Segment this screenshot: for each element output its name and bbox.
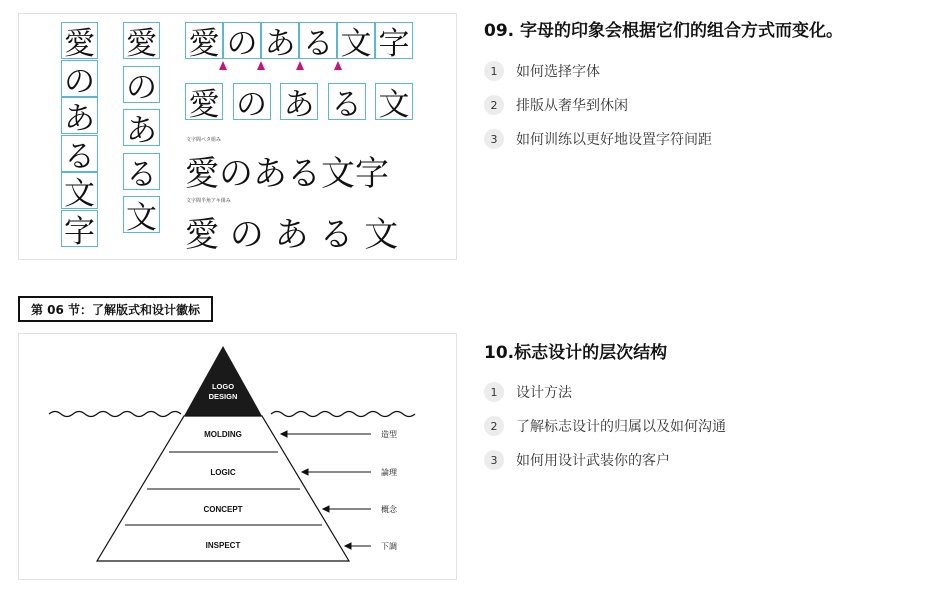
glyph-cell: 字 (61, 210, 98, 247)
list-item (484, 409, 726, 443)
list-item (484, 443, 726, 477)
item-text: 如何用设计武装你的客户 (516, 453, 670, 469)
glyph-cell: あ (61, 97, 98, 134)
half-spaced-line: 愛 の あ る 文 (185, 215, 399, 255)
level-label-inspect: INSPECT (205, 541, 241, 550)
spacing-marker (296, 61, 304, 70)
glyph-cell: 文 (61, 172, 98, 209)
level-label-logic: LOGIC (210, 468, 236, 477)
glyph-cell: 文 (123, 196, 160, 233)
glyph-cell: 文 (375, 83, 413, 120)
apex-line-1: LOGO (211, 382, 235, 391)
level-label-concept: CONCEPT (203, 505, 243, 514)
section-10-list (484, 375, 726, 477)
item-number: 3 (484, 450, 504, 470)
section-10-title: 10.标志设计的层次结构 (484, 343, 668, 363)
solid-set-line: 愛のある文字 (185, 154, 389, 194)
note-logic: 論理 (381, 468, 397, 477)
glyph-cell: あ (261, 22, 299, 59)
glyph-cell: あ (280, 83, 318, 120)
list-item (484, 122, 712, 156)
note-molding: 造型 (381, 430, 397, 439)
caption-half-spaced: 文字間半角アキ組み (186, 198, 231, 204)
glyph-cell: る (123, 153, 160, 190)
item-number: 1 (484, 61, 504, 81)
glyph-cell: 愛 (185, 22, 223, 59)
item-text: 如何选择字体 (516, 64, 600, 80)
list-item (484, 375, 726, 409)
section-09-title: 09. 字母的印象会根据它们的组合方式而变化。 (484, 21, 844, 41)
pyramid-svg (19, 334, 456, 579)
glyph-cell: の (223, 22, 261, 59)
glyph-cell: 愛 (185, 83, 223, 120)
glyph-cell: る (299, 22, 337, 59)
glyph-cell: の (61, 60, 98, 97)
arrowhead (281, 431, 287, 437)
glyph-cell: る (328, 83, 366, 120)
section-09-list (484, 54, 712, 156)
item-text: 了解标志设计的归属以及如何沟通 (516, 419, 726, 435)
list-item (484, 54, 712, 88)
spacing-marker (257, 61, 265, 70)
item-text: 如何训练以更好地设置字符间距 (516, 132, 712, 148)
glyph-cell: る (61, 135, 98, 172)
item-text: 排版从奢华到休闲 (516, 98, 628, 114)
level-label-molding: MOLDING (204, 430, 242, 439)
note-inspect: 下調 (381, 542, 397, 551)
spacing-marker (334, 61, 342, 70)
typography-figure (18, 13, 457, 260)
item-number: 2 (484, 95, 504, 115)
item-number: 2 (484, 416, 504, 436)
caption-solid-set: 文字間ベタ組み (186, 137, 222, 143)
arrowhead (302, 469, 308, 475)
arrowhead (345, 543, 351, 549)
pyramid-apex (184, 346, 262, 416)
list-item (484, 88, 712, 122)
item-text: 设计方法 (516, 385, 572, 401)
pyramid-diagram (18, 333, 457, 580)
item-number: 3 (484, 129, 504, 149)
glyph-cell: 愛 (61, 22, 98, 59)
glyph-cell: 字 (375, 22, 413, 59)
glyph-cell: の (233, 83, 271, 120)
apex-line-2: DESIGN (208, 392, 238, 401)
arrowhead (323, 506, 329, 512)
glyph-cell: 文 (337, 22, 375, 59)
glyph-cell: あ (123, 109, 160, 146)
glyph-cell: の (123, 66, 160, 103)
glyph-cell: 愛 (123, 22, 160, 59)
spacing-marker (219, 61, 227, 70)
note-concept: 概念 (381, 505, 397, 514)
item-number: 1 (484, 382, 504, 402)
chapter-label: 第 06 节：了解版式和设计徽标 (18, 296, 213, 322)
